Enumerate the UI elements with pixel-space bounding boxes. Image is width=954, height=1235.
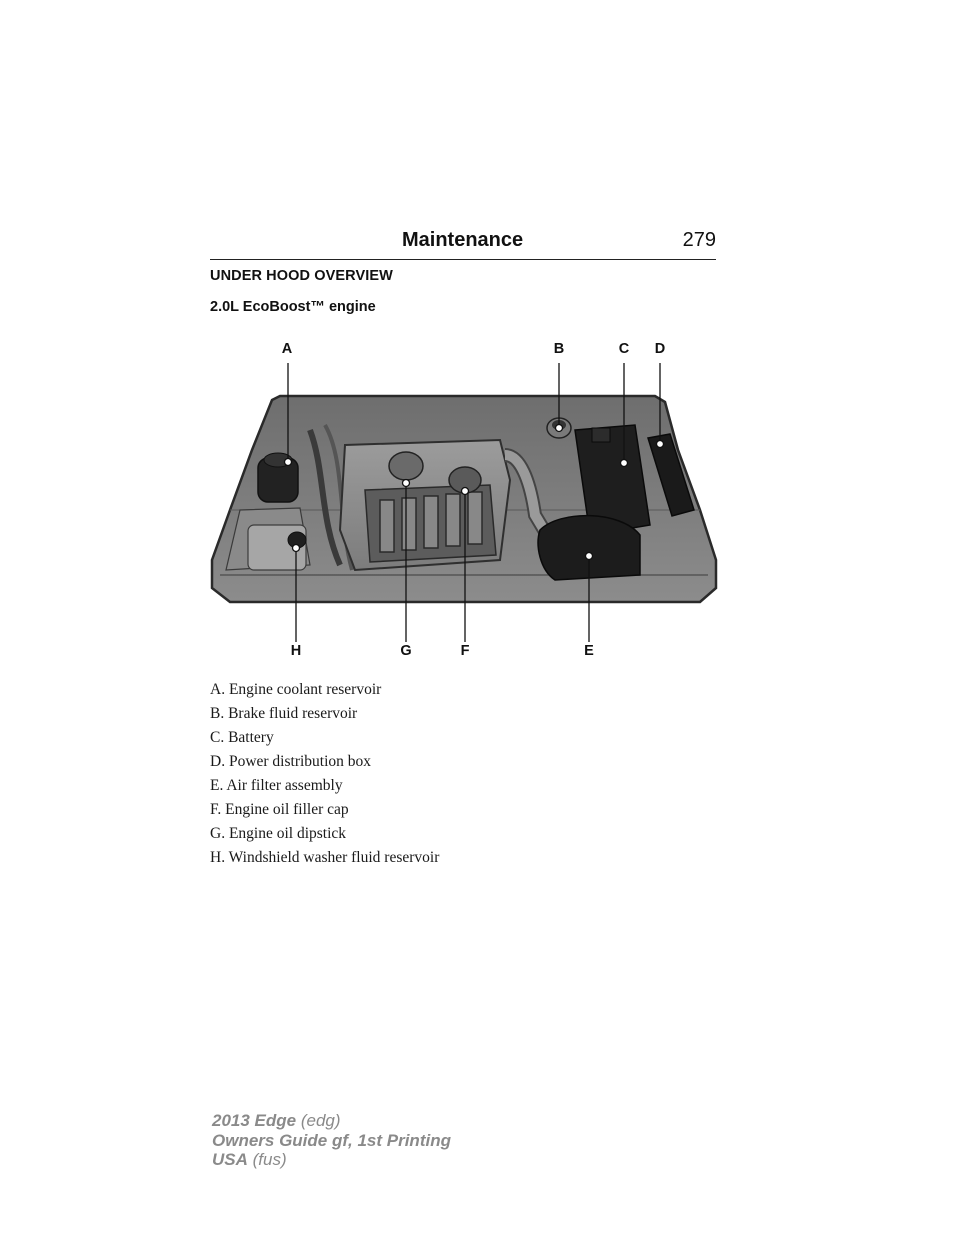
legend-item: F. Engine oil filler cap — [210, 801, 349, 818]
callout-dot-c — [621, 460, 628, 467]
document-footer — [212, 1111, 451, 1170]
callout-dot-a — [285, 459, 292, 466]
footer-line-3: USA (fus) — [212, 1150, 287, 1169]
page-header — [210, 229, 716, 260]
legend-item: C. Battery — [210, 729, 274, 746]
callout-dot-d — [657, 441, 664, 448]
callout-dot-h — [293, 545, 300, 552]
callout-label-a: A — [281, 341, 293, 357]
callout-dot-e — [586, 553, 593, 560]
callout-label-e: E — [584, 643, 594, 659]
callout-dot-f — [462, 488, 469, 495]
chapter-title: Maintenance — [402, 229, 524, 251]
callout-label-f: F — [460, 643, 470, 659]
page-number: 279 — [682, 229, 716, 251]
footer-line-1: 2013 Edge (edg) — [212, 1111, 341, 1130]
legend-item: A. Engine coolant reservoir — [210, 681, 382, 698]
engine-bay-illustration — [200, 330, 730, 670]
callout-label-h: H — [290, 643, 302, 659]
callout-label-c: C — [618, 341, 630, 357]
dipstick-handle — [389, 452, 423, 480]
footer-line-2: Owners Guide gf, 1st Printing — [212, 1130, 451, 1150]
legend-item: H. Windshield washer fluid reservoir — [210, 849, 440, 866]
legend-item: B. Brake fluid reservoir — [210, 705, 358, 722]
subsection-title: 2.0L EcoBoost™ engine — [210, 299, 376, 315]
section-title: UNDER HOOD OVERVIEW — [210, 268, 393, 284]
component-legend — [210, 678, 439, 870]
callout-label-d: D — [654, 341, 666, 357]
legend-item: G. Engine oil dipstick — [210, 825, 347, 842]
callout-dot-g — [403, 480, 410, 487]
callout-label-b: B — [553, 341, 565, 357]
callout-label-g: G — [400, 643, 412, 659]
callout-dot-b — [556, 425, 563, 432]
legend-item: E. Air filter assembly — [210, 777, 343, 794]
legend-item: D. Power distribution box — [210, 753, 372, 770]
engine-bay-drawing — [200, 330, 730, 670]
